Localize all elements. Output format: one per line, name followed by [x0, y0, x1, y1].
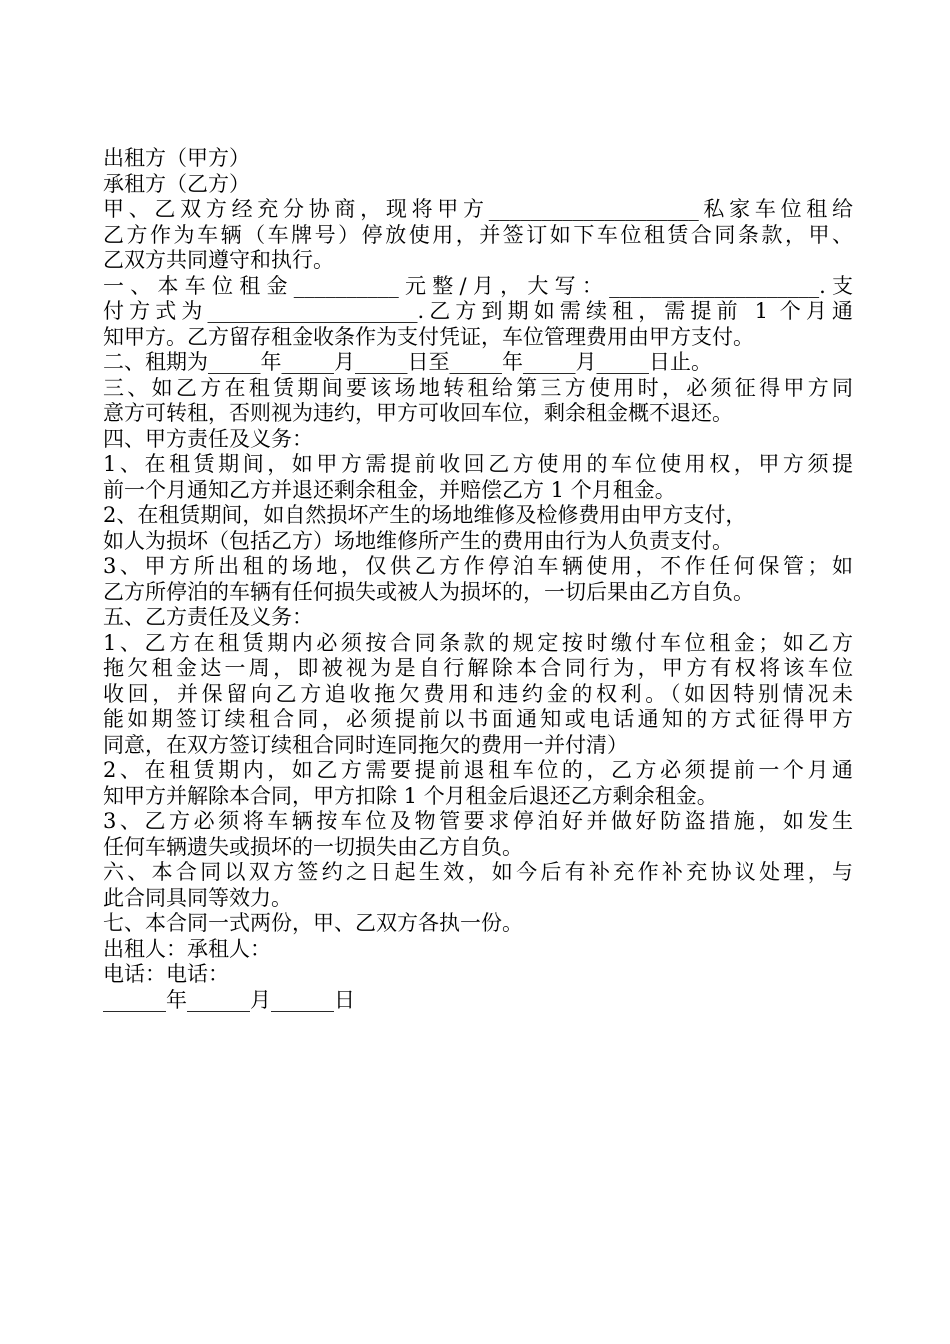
clause-1-line-1: 一、本车位租金__________元整/月，大写：____________________.支	[103, 273, 853, 298]
clause-4-3-line-2: 乙方所停泊的车辆有任何损失或被人为损坏的，一切后果由乙方自负。	[103, 579, 754, 604]
intro-line-3: 乙双方共同遵守和执行。	[103, 248, 334, 272]
clause-5-2-line-1: 2、在租赁期内，如乙方需要提前退租车位的，乙方必须提前一个月通	[103, 758, 853, 782]
clause-5-1-line-4: 能如期签订续租合同，必须提前以书面通知或电话通知的方式征得甲方	[103, 707, 853, 731]
clause-6-line-2: 此合同具同等效力。	[103, 885, 292, 910]
section-5-heading: 五、乙方责任及义务：	[103, 605, 313, 629]
clause-2-line: 二、租期为_____年_____月_____日至_____年_____月_____日止。	[103, 350, 712, 374]
clause-6-line-1: 六、本合同以双方签约之日起生效，如今后有补充作补充协议处理，与	[103, 860, 853, 884]
lessee-line: 承租方（乙方）	[103, 171, 250, 196]
clause-7-line: 七、本合同一式两份，甲、乙双方各执一份。	[103, 911, 523, 935]
clause-5-1-line-2: 拖欠租金达一周，即被视为是自行解除本合同行为，甲方有权将该车位	[103, 656, 853, 680]
lessor-line: 出租方（甲方）	[103, 146, 250, 170]
clause-3-line-1: 三、如乙方在租赁期间要该场地转租给第三方使用时，必须征得甲方同	[103, 375, 853, 400]
phones-line: 电话：电话：	[103, 962, 229, 986]
clause-5-3-line-1: 3、乙方必须将车辆按车位及物管要求停泊好并做好防盗措施，如发生	[103, 809, 853, 833]
clause-4-1-line-2: 前一个月通知乙方并退还剩余租金，并赔偿乙方 1 个月租金。	[103, 477, 676, 502]
intro-line-2: 乙方作为车辆（车牌号）停放使用，并签订如下车位租赁合同条款，甲、	[103, 222, 853, 247]
clause-4-2-line-2: 如人为损坏（包括乙方）场地维修所产生的费用由行为人负责支付。	[103, 528, 733, 553]
clause-5-1-line-5: 同意，在双方签订续租合同时连同拖欠的费用一并付清）	[103, 732, 628, 757]
clause-4-2-line-1: 2、在租赁期间，如自然损坏产生的场地维修及检修费用由甲方支付，	[103, 503, 747, 527]
clause-4-3-line-1: 3、甲方所出租的场地，仅供乙方作停泊车辆使用，不作任何保管；如	[103, 554, 853, 578]
intro-line-1: 甲、乙双方经充分协商，现将甲方____________________私家车位租给	[103, 197, 853, 221]
clause-5-1-line-3: 收回，并保留向乙方追收拖欠费用和违约金的权利。（如因特别情况未	[103, 681, 853, 706]
contract-body	[103, 146, 853, 1013]
clause-1-line-3: 知甲方。乙方留存租金收条作为支付凭证，车位管理费用由甲方支付。	[103, 324, 754, 349]
date-line: ______年______月______日	[103, 987, 355, 1012]
clause-3-line-2: 意方可转租，否则视为违约，甲方可收回车位，剩余租金概不退还。	[103, 401, 733, 425]
section-4-heading: 四、甲方责任及义务：	[103, 426, 313, 451]
clause-5-2-line-2: 知甲方并解除本合同，甲方扣除 1 个月租金后退还乙方剩余租金。	[103, 783, 718, 808]
signatories-line: 出租人：承租人：	[103, 936, 271, 961]
clause-5-1-line-1: 1、乙方在租赁期内必须按合同条款的规定按时缴付车位租金；如乙方	[103, 630, 853, 655]
clause-1-line-2: 付方式为____________________.乙方到期如需续租，需提前 1 个月通	[103, 299, 853, 323]
clause-4-1-line-1: 1、在租赁期间，如甲方需提前收回乙方使用的车位使用权，甲方须提	[103, 452, 853, 476]
clause-5-3-line-2: 任何车辆遗失或损坏的一切损失由乙方自负。	[103, 834, 523, 859]
